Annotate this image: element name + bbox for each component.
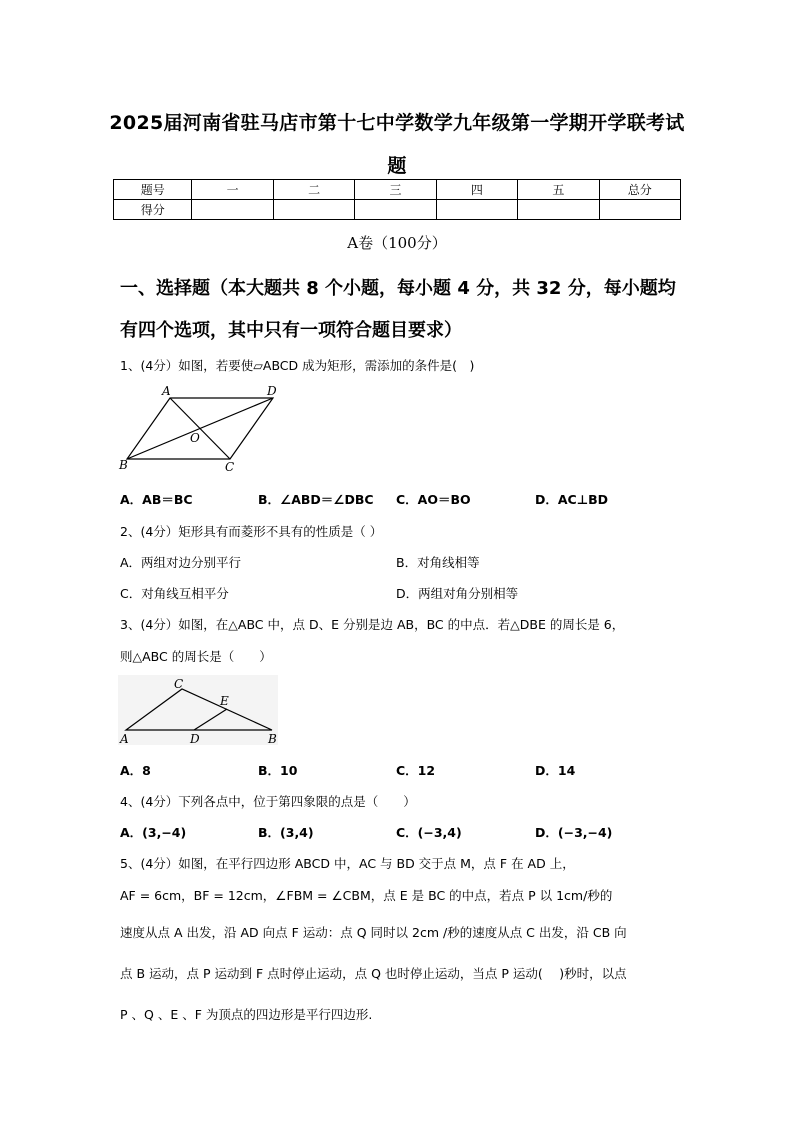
label-b: B: [268, 732, 277, 746]
label-d: D: [267, 384, 277, 398]
score-entry-cell[interactable]: [273, 200, 354, 220]
q1-option-c[interactable]: C．AO＝BO: [396, 492, 471, 507]
question-5-line3: 速度从点 A 出发，沿 AD 向点 F 运动：点 Q 同时以 2cm /秒的速度从点 C 出发，沿 CB 向: [120, 925, 627, 940]
section-a-heading: A卷（100分）: [347, 234, 447, 252]
part1-heading: 一、选择题（本大题共 8 个小题，每小题 4 分，共 32 分，每小题均: [120, 278, 676, 299]
q2-option-c[interactable]: C．对角线互相平分: [120, 586, 229, 601]
question-3-stem: 3、(4分）如图，在△ABC 中，点 D、E 分别是边 AB，BC 的中点．若△DBE 的周长是 6，: [120, 617, 625, 632]
question-5-line4: 点 B 运动，点 P 运动到 F 点时停止运动，点 Q 也时停止运动，当点 P 运动( )秒时，以点: [120, 966, 627, 981]
page-title-continued: 题: [387, 155, 407, 177]
label-a: A: [120, 732, 129, 746]
label-o: O: [190, 431, 200, 445]
label-d: D: [190, 732, 200, 746]
q4-option-b[interactable]: B．(3,4): [258, 825, 314, 840]
q1-option-d[interactable]: D．AC⊥BD: [535, 492, 609, 507]
q1-option-a[interactable]: A．AB＝BC: [120, 492, 193, 507]
q2-option-d[interactable]: D．两组对角分别相等: [396, 586, 519, 601]
score-entry-cell[interactable]: [436, 200, 517, 220]
label-c: C: [225, 460, 235, 474]
table-cell: 四: [436, 180, 517, 200]
q3-option-c[interactable]: C．12: [396, 763, 436, 778]
table-cell: 题号: [114, 180, 192, 200]
label-e: E: [220, 694, 229, 708]
question-5-line5: P 、Q 、E 、F 为顶点的四边形是平行四边形.: [120, 1007, 373, 1022]
question-2-stem: 2、(4分）矩形具有而菱形不具有的性质是（ ）: [120, 524, 383, 539]
q3-option-a[interactable]: A．8: [120, 763, 151, 778]
label-c: C: [174, 677, 184, 691]
q3-option-b[interactable]: B．10: [258, 763, 298, 778]
q2-option-a[interactable]: A．两组对边分别平行: [120, 555, 242, 570]
q4-option-a[interactable]: A．(3,−4): [120, 825, 187, 840]
score-entry-cell[interactable]: [599, 200, 680, 220]
table-cell: 五: [518, 180, 599, 200]
table-cell: 三: [355, 180, 436, 200]
page-title: 2025届河南省驻马店市第十七中学数学九年级第一学期开学联考试: [109, 112, 685, 134]
table-cell: 二: [273, 180, 354, 200]
question-3-stem-continued: 则△ABC 的周长是（ ）: [120, 649, 272, 664]
question-1-stem: 1、(4分）如图，若要使▱ABCD 成为矩形，需添加的条件是( ): [120, 358, 475, 373]
q3-option-d[interactable]: D．14: [535, 763, 576, 778]
triangle-figure: [118, 675, 280, 747]
table-cell: 总分: [599, 180, 680, 200]
part1-heading-continued: 有四个选项，其中只有一项符合题目要求）: [120, 320, 462, 341]
parallelogram-figure: [115, 383, 285, 475]
q4-option-c[interactable]: C．(−3,4): [396, 825, 462, 840]
q4-option-d[interactable]: D．(−3,−4): [535, 825, 613, 840]
question-5-line2: AF = 6cm，BF = 12cm，∠FBM = ∠CBM，点 E 是 BC 的中点，若点 P 以 1cm/秒的: [120, 888, 613, 903]
question-4-stem: 4、(4分）下列各点中，位于第四象限的点是（ ）: [120, 794, 416, 809]
q1-option-b[interactable]: B．∠ABD＝∠DBC: [258, 492, 374, 507]
table-cell: 一: [192, 180, 273, 200]
score-table-header-row: [114, 180, 681, 200]
question-5-line1: 5、(4分）如图，在平行四边形 ABCD 中，AC 与 BD 交于点 M，点 F 在 AD 上，: [120, 856, 575, 871]
score-table-score-row: [114, 200, 681, 220]
score-entry-cell[interactable]: [192, 200, 273, 220]
q2-option-b[interactable]: B．对角线相等: [396, 555, 480, 570]
table-cell: 得分: [114, 200, 192, 220]
label-b: B: [119, 458, 128, 472]
score-table: [113, 179, 681, 220]
label-a: A: [162, 384, 171, 398]
score-entry-cell[interactable]: [518, 200, 599, 220]
score-entry-cell[interactable]: [355, 200, 436, 220]
